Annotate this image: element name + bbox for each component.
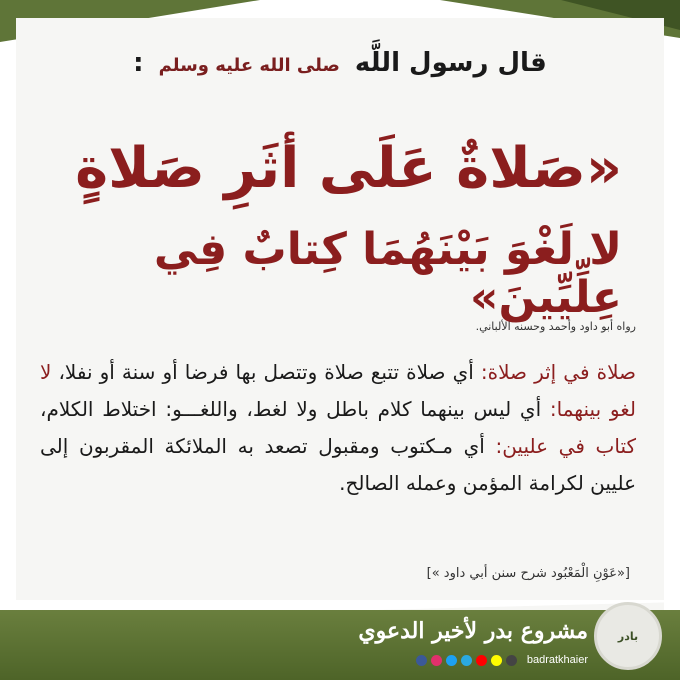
header-text: قال رسول اللَّه <box>354 48 547 78</box>
term-1: صلاة في إثر صلاة: <box>480 360 636 384</box>
def-1: أي صلاة تتبع صلاة وتتصل بها فرضا أو سنة أو نفلا، <box>51 360 481 384</box>
logo <box>594 602 662 670</box>
term-3: كتاب في عليين: <box>495 434 637 458</box>
hadith-line-1: «صَلاةٌ عَلَى أثَرِ صَلاةٍ <box>75 136 622 201</box>
social-handle: badratkhaier <box>526 654 588 666</box>
hadith-line-2 <box>40 226 622 323</box>
hadith-line-2-a: لا لَغْوَ بَيْنَهُمَا <box>362 224 622 275</box>
term-2: لا لغو بينهما: <box>40 360 636 421</box>
telegram-icon[interactable] <box>461 655 472 666</box>
def-3: أي مـكتوب ومقبول تصعد به الملائكة المقربون إلى عليين لكرامة المؤمن وعمله الصالح. <box>40 434 636 495</box>
youtube-icon[interactable] <box>476 655 487 666</box>
salutation-calligraphy: صلى الله عليه وسلم <box>158 55 340 76</box>
instagram-icon[interactable] <box>431 655 442 666</box>
header-colon: : <box>133 48 144 78</box>
book-reference: [«عَوْنِ الْمَعْبُود شرح سنن أبي داود »] <box>426 566 630 581</box>
brand-name: مشروع بدر لأخير الدعوي <box>358 618 588 644</box>
header <box>0 48 680 78</box>
def-2: أي ليس بينهما كلام باطل ولا لغط، واللغـــو: اختلاط الكلام، <box>40 397 550 421</box>
explanation-paragraph <box>40 354 636 502</box>
facebook-icon[interactable] <box>416 655 427 666</box>
snapchat-icon[interactable] <box>491 655 502 666</box>
hadith-source: رواه أبو داود وأحمد وحسنه الألباني. <box>475 320 636 333</box>
hadith-line-2-b: كِتابٌ فِي عِلِّيِّينَ» <box>153 224 622 324</box>
social-links <box>416 654 588 666</box>
logo-text: بادر <box>617 629 639 643</box>
website-icon[interactable] <box>506 655 517 666</box>
twitter-icon[interactable] <box>446 655 457 666</box>
